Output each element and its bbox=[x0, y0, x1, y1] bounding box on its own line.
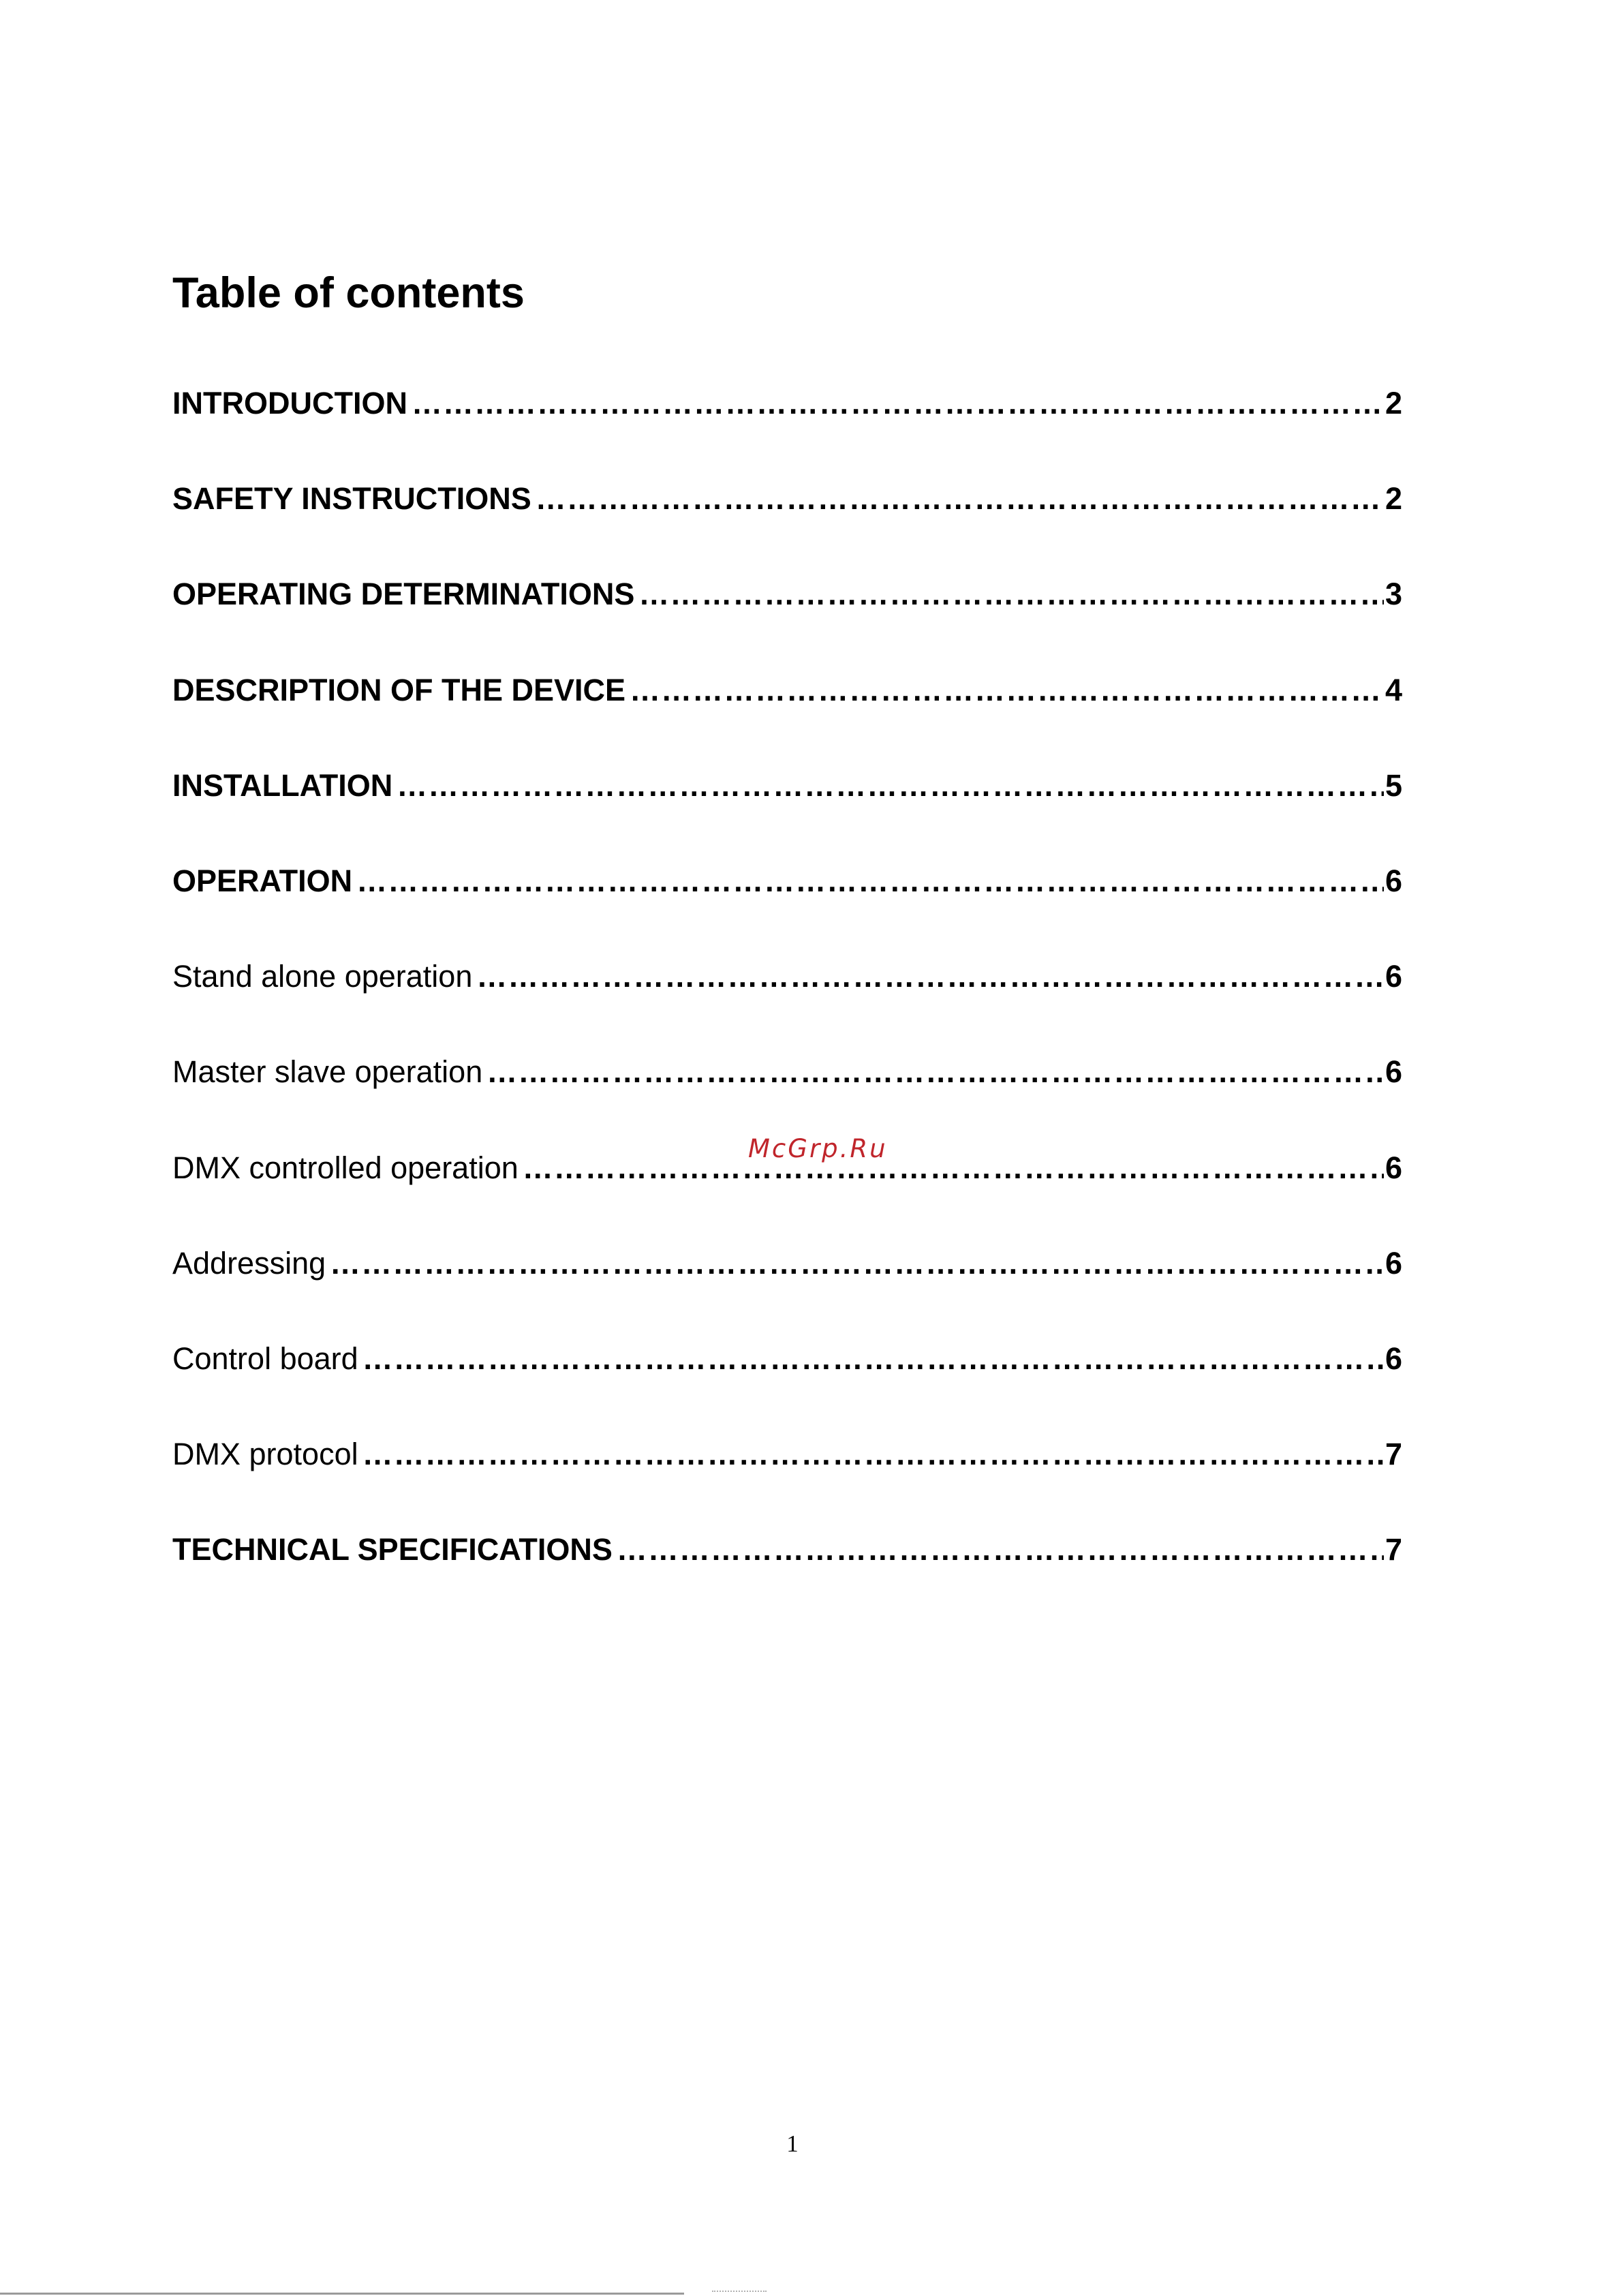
toc-dot-leader bbox=[617, 1534, 1384, 1565]
page-title: Table of contents bbox=[172, 269, 525, 318]
toc-entry-title: INSTALLATION bbox=[172, 767, 393, 803]
toc-entry-page: 2 bbox=[1385, 480, 1402, 516]
toc-entry-page: 4 bbox=[1385, 672, 1402, 707]
toc-entry-title: TECHNICAL SPECIFICATIONS bbox=[172, 1531, 613, 1567]
toc-dot-leader bbox=[362, 1343, 1384, 1374]
toc-entry-title: OPERATING DETERMINATIONS bbox=[172, 576, 635, 611]
toc-entry-master-slave-operation[interactable] bbox=[172, 1047, 1402, 1095]
toc-entry-page: 6 bbox=[1385, 1054, 1402, 1089]
toc-dot-leader bbox=[476, 961, 1384, 992]
toc-entry-operating-determinations[interactable] bbox=[172, 570, 1402, 617]
toc-entry-stand-alone-operation[interactable] bbox=[172, 952, 1402, 1000]
toc-entry-title: OPERATION bbox=[172, 863, 353, 898]
toc-entry-page: 7 bbox=[1385, 1436, 1402, 1471]
toc-entry-title: Addressing bbox=[172, 1245, 326, 1281]
bottom-mark bbox=[712, 2291, 767, 2293]
toc-entry-title: Stand alone operation bbox=[172, 958, 473, 994]
toc-entry-addressing[interactable] bbox=[172, 1239, 1402, 1287]
toc-entry-title: Master slave operation bbox=[172, 1054, 483, 1089]
toc-entry-introduction[interactable] bbox=[172, 379, 1402, 427]
toc-entry-title: Control board bbox=[172, 1341, 358, 1376]
toc-entry-title: INTRODUCTION bbox=[172, 385, 407, 420]
toc-dot-leader bbox=[486, 1056, 1384, 1087]
toc-dot-leader bbox=[356, 866, 1384, 896]
toc-entry-page: 7 bbox=[1385, 1531, 1402, 1567]
page-number: 1 bbox=[786, 2130, 799, 2157]
toc-entry-page: 3 bbox=[1385, 576, 1402, 611]
toc-entry-page: 5 bbox=[1385, 767, 1402, 803]
toc-dot-leader bbox=[630, 675, 1384, 705]
toc-entry-page: 2 bbox=[1385, 385, 1402, 420]
toc-entry-page: 6 bbox=[1385, 1245, 1402, 1281]
toc-entry-page: 6 bbox=[1385, 958, 1402, 994]
toc-entry-technical-specifications[interactable] bbox=[172, 1525, 1402, 1573]
toc-entry-title: DMX protocol bbox=[172, 1436, 358, 1471]
toc-entry-title: DMX controlled operation bbox=[172, 1150, 519, 1185]
toc-entry-installation[interactable] bbox=[172, 761, 1402, 809]
toc-entry-description-of-the-device[interactable] bbox=[172, 666, 1402, 714]
toc-dot-leader bbox=[523, 1152, 1384, 1183]
toc-dot-leader bbox=[536, 483, 1384, 514]
toc-entry-operation[interactable] bbox=[172, 857, 1402, 904]
toc-entry-page: 6 bbox=[1385, 1150, 1402, 1185]
toc-dot-leader bbox=[397, 770, 1384, 801]
toc-entry-page: 6 bbox=[1385, 1341, 1402, 1376]
watermark-text: McGrp.Ru bbox=[748, 1134, 888, 1163]
toc-dot-leader bbox=[412, 388, 1384, 418]
toc-entry-title: SAFETY INSTRUCTIONS bbox=[172, 480, 531, 516]
toc-dot-leader bbox=[638, 579, 1384, 609]
toc-entry-title: DESCRIPTION OF THE DEVICE bbox=[172, 672, 626, 707]
toc-entry-control-board[interactable] bbox=[172, 1334, 1402, 1382]
toc-entry-safety-instructions[interactable] bbox=[172, 474, 1402, 522]
bottom-divider bbox=[0, 2293, 684, 2295]
toc-entry-page: 6 bbox=[1385, 863, 1402, 898]
toc-dot-leader bbox=[330, 1248, 1384, 1279]
toc-entry-dmx-protocol[interactable] bbox=[172, 1430, 1402, 1478]
toc-dot-leader bbox=[362, 1439, 1384, 1469]
